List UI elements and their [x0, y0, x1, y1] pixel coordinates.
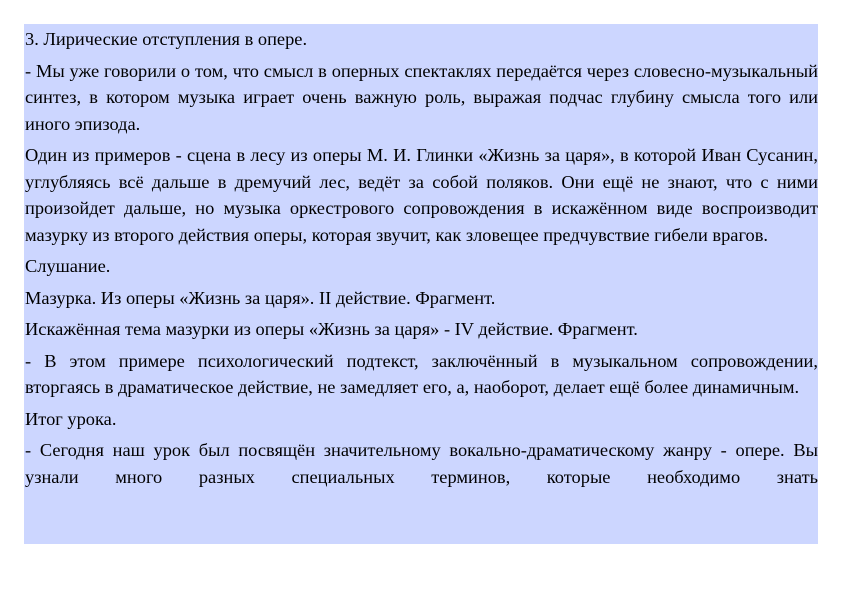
- paragraph-lesson-summary: Итог урока.: [25, 408, 117, 429]
- text-block: [24, 24, 818, 544]
- paragraph-example: Один из примеров - сцена в лесу из оперы М. И. Глинки «Жизнь за царя», в которой Иван Сусанин, углубляясь всё дальше в дремучий лес, ведёт за собой поляков. Они ещё не знают, что с ними произойдет дальше, но музыка оркестрового сопровождения в искажённом виде воспроизводит мазурку из второго действия оперы, которая звучит, как зловещее предчувствие гибели врагов.: [25, 145, 818, 245]
- paragraph-mazurka: Мазурка. Из оперы «Жизнь за царя». II действие. Фрагмент.: [25, 287, 496, 308]
- paragraph-distorted-theme: Искажённая тема мазурки из оперы «Жизнь за царя» - IV действие. Фрагмент.: [25, 319, 638, 339]
- paragraph-listening: Слушание.: [25, 256, 111, 276]
- section-heading: 3. Лирические отступления в опере.: [25, 29, 308, 49]
- paragraph-subtext: - В этом примере психологический подтекст, заключённый в музыкальном сопровождении, вторгаясь в драматическое действие, не замедляет его, а, наоборот, делает ещё более динамичным.: [25, 350, 818, 397]
- paragraph-synthesis: - Мы уже говорили о том, что смысл в оперных спектаклях передаётся через словесно-музыкальный синтез, в котором музыка играет очень важную роль, выражая подчас глубину смысла того или иного эпизода.: [25, 60, 818, 134]
- paragraph-conclusion: - Сегодня наш урок был посвящён значительному вокально-драматическому жанру - опере. Вы узнали много разных специальных терминов, которые необходимо знать: [25, 440, 818, 487]
